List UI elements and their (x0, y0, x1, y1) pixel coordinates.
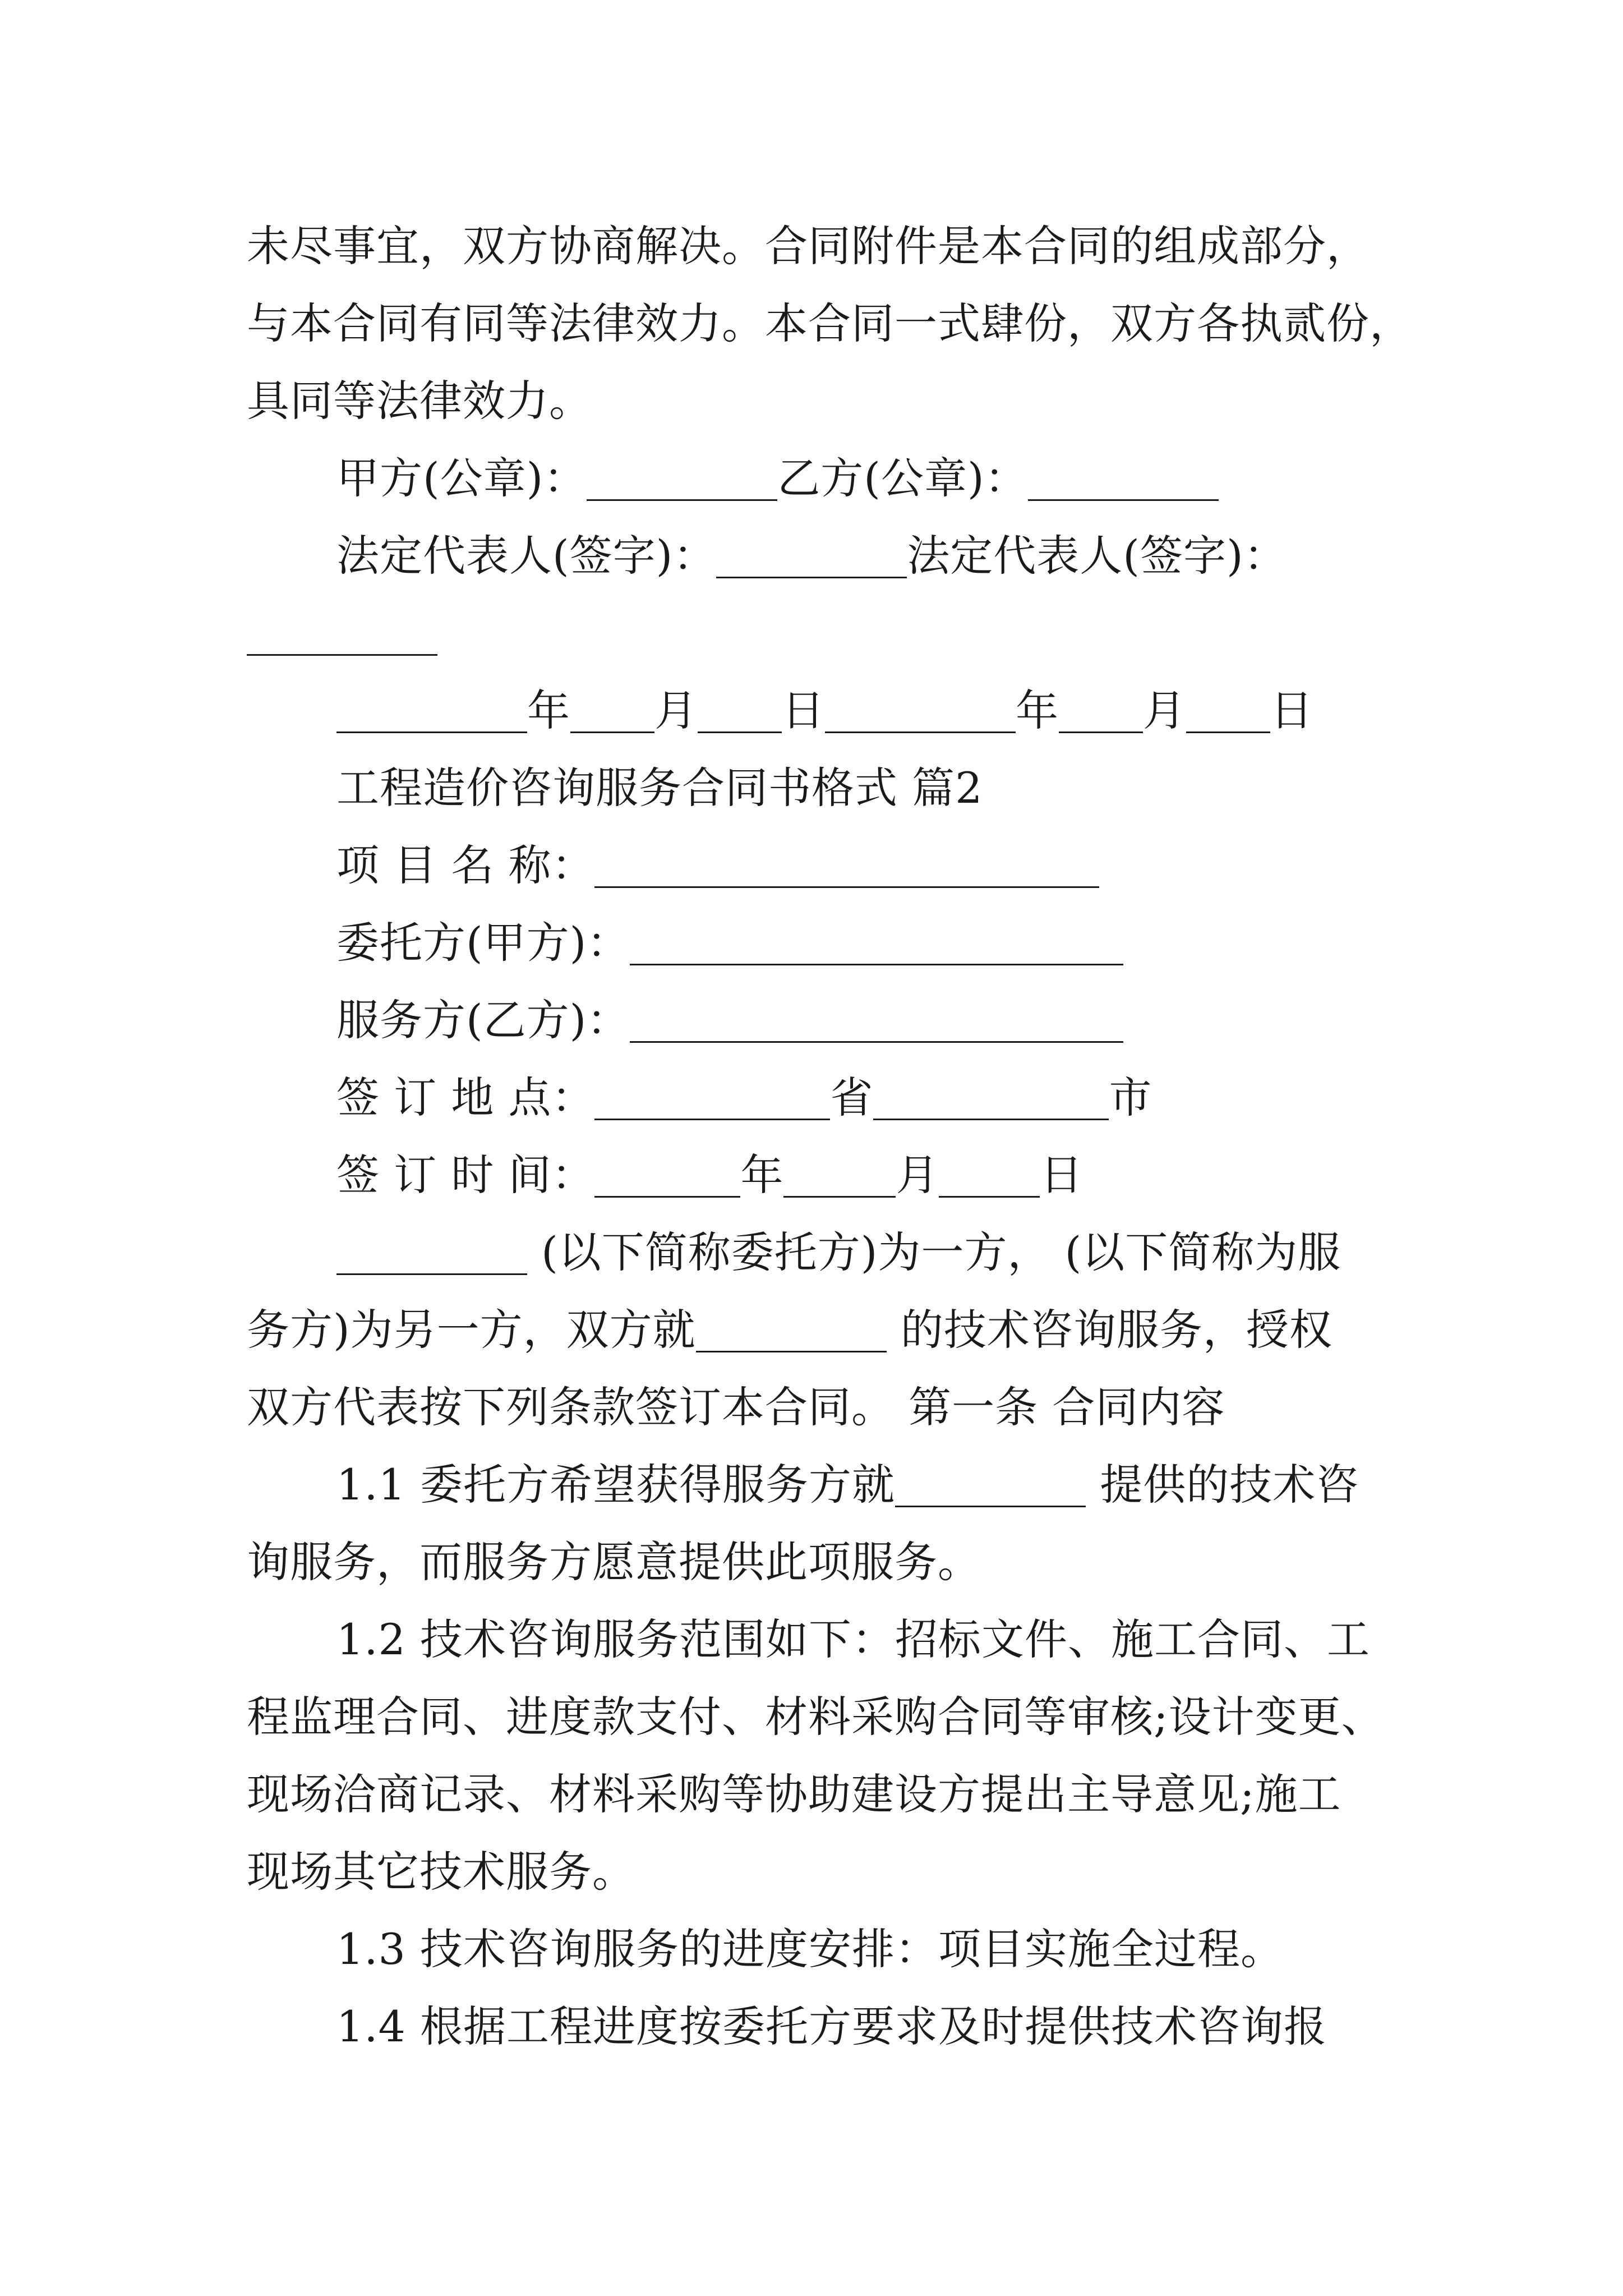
intro-line-3: 双方代表按下列条款签订本合同。 第一条 合同内容 (247, 1382, 1225, 1432)
time-year-blank (594, 1153, 740, 1198)
clause-1-2-line: 程监理合同、进度款支付、材料采购合同等审核;设计变更、 (247, 1692, 1385, 1742)
clause-1-2: 1.2 技术咨询服务范围如下：招标文件、施工合同、工 (336, 1614, 1371, 1664)
paragraph-line: 与本合同有同等法律效力。本合同一式肆份，双方各执贰份， (247, 298, 1413, 348)
provider-label: 服务方(乙方)： (336, 995, 630, 1045)
clause-1-2-line: 现场其它技术服务。 (247, 1847, 635, 1897)
rep-a-label: 法定代表人(签字)： (336, 531, 717, 581)
representative-line (247, 517, 1396, 595)
seal-line (247, 440, 1396, 517)
project-name-line (247, 827, 1396, 904)
rep-a-blank (716, 534, 907, 578)
provider-blank (630, 999, 1123, 1043)
rep-b-blank (247, 611, 437, 656)
client-blank (630, 921, 1123, 965)
provider-line (247, 982, 1396, 1059)
province-label: 省 (830, 1073, 874, 1122)
rep-b-blank-line (247, 595, 1396, 672)
clause-text: 提供的技术咨 (1086, 1460, 1359, 1510)
document-page (247, 208, 1413, 2065)
month-label: 月 (654, 685, 698, 735)
party-b-seal-blank (1028, 457, 1219, 501)
time-line (247, 1137, 1396, 1214)
city-blank (873, 1076, 1109, 1120)
date-a-year-blank (336, 689, 527, 733)
date-a-day-blank (698, 689, 782, 733)
intro-text: 务方)为另一方，双方就 (247, 1305, 696, 1355)
month-label: 月 (896, 1150, 939, 1200)
place-line (247, 1059, 1396, 1137)
year-label: 年 (1016, 685, 1059, 735)
rep-b-label: 法定代表人(签字)： (907, 531, 1287, 581)
client-line (247, 904, 1396, 982)
clause-1-1-blank (895, 1463, 1086, 1507)
month-label: 月 (1143, 685, 1186, 735)
day-label: 日 (1040, 1150, 1083, 1200)
paragraph-line: 具同等法律效力。 (247, 376, 592, 426)
clause-1-4: 1.4 根据工程进度按委托方要求及时提供技术咨询报 (336, 2001, 1327, 2051)
city-label: 市 (1109, 1073, 1152, 1122)
place-label: 签 订 地 点： (336, 1073, 595, 1122)
project-name-blank (594, 844, 1099, 888)
subject-blank (696, 1308, 887, 1352)
project-name-label: 项 目 名 称： (336, 840, 595, 890)
year-label: 年 (527, 685, 570, 735)
day-label: 日 (782, 685, 825, 735)
date-line (247, 672, 1396, 749)
intro-line-1 (247, 1214, 1396, 1291)
clause-1-2-line: 现场洽商记录、材料采购等协助建设方提出主导意见;施工 (247, 1769, 1341, 1819)
client-label: 委托方(甲方)： (336, 918, 630, 968)
date-b-year-blank (825, 689, 1016, 733)
party-a-seal-label: 甲方(公章)： (336, 453, 587, 503)
clause-1-3: 1.3 技术咨询服务的进度安排：项目实施全过程。 (336, 1924, 1284, 1974)
time-day-blank (939, 1153, 1040, 1198)
clause-text: 1.1 委托方希望获得服务方就 (336, 1460, 896, 1510)
province-blank (594, 1076, 830, 1120)
party-a-seal-blank (587, 457, 777, 501)
intro-text: 的技术咨询服务，授权 (886, 1305, 1332, 1355)
party-blank (336, 1231, 527, 1275)
time-label: 签 订 时 间： (336, 1150, 595, 1200)
clause-1-1 (247, 1446, 1396, 1524)
section-title: 工程造价咨询服务合同书格式 篇2 (336, 763, 983, 813)
date-a-month-blank (570, 689, 654, 733)
intro-line-2 (247, 1291, 1396, 1369)
day-label: 日 (1270, 685, 1313, 735)
time-month-blank (783, 1153, 896, 1198)
date-b-day-blank (1186, 689, 1270, 733)
date-b-month-blank (1059, 689, 1143, 733)
clause-1-1-line-2: 询服务，而服务方愿意提供此项服务。 (247, 1537, 981, 1587)
year-label: 年 (740, 1150, 784, 1200)
intro-text: (以下简称委托方)为一方， (以下简称为服 (527, 1227, 1341, 1277)
paragraph-line: 未尽事宜，双方协商解决。合同附件是本合同的组成部分， (247, 221, 1370, 271)
party-b-seal-label: 乙方(公章)： (777, 453, 1028, 503)
